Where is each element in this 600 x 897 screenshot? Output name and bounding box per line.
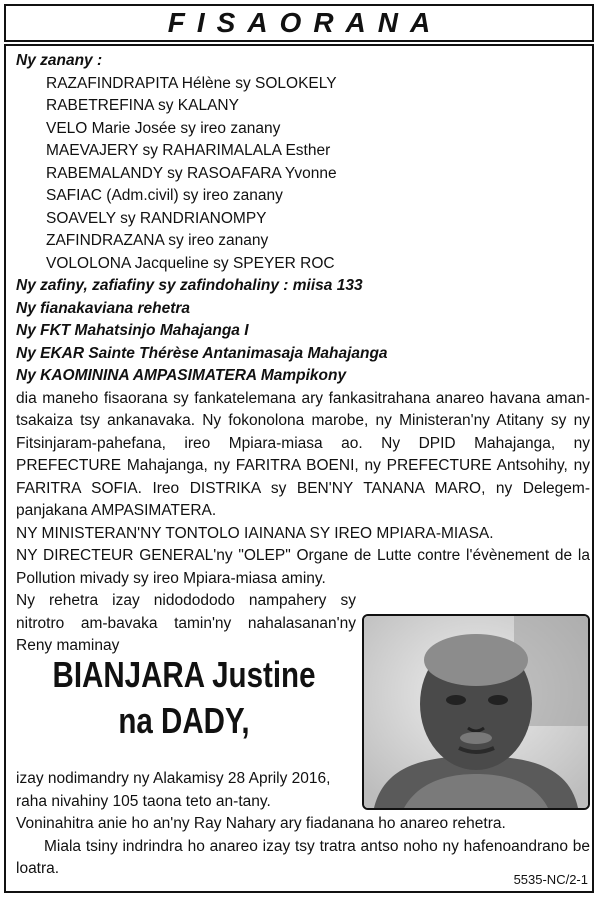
- death-date-line: izay nodimandry ny Alakamisy 28 Aprily 2016,: [16, 770, 331, 787]
- child-line: VELO Marie Josée sy ireo zanany: [46, 119, 281, 137]
- ministry-line: NY MINISTERAN'NY TONTOLO IAINANA SY IREO MPIARA-MIASA.: [16, 524, 494, 542]
- family-line: Ny zafiny, zafiafiny sy zafindohaliny : miisa 133: [16, 277, 363, 294]
- child-line: RABEMALANDY sy RASOAFARA Yvonne: [46, 164, 337, 182]
- child-line: ZAFINDRAZANA sy ireo zanany: [46, 232, 269, 249]
- child-line: SAFIAC (Adm.civil) sy ireo zanany: [46, 187, 283, 204]
- child-line: MAEVAJERY sy RAHARIMALALA Esther: [46, 142, 331, 159]
- child-line: SOAVELY sy RANDRIANOMPY: [46, 209, 267, 227]
- deceased-alias: na DADY,: [118, 700, 250, 741]
- child-line: VOLOLONA Jacqueline sy SPEYER ROC: [46, 254, 335, 272]
- deceased-name: BIANJARA Justine: [52, 654, 316, 695]
- reference-code: 5535-NC/2-1: [513, 872, 588, 887]
- notice-title: FISAORANA: [167, 7, 443, 38]
- olep-paragraph: NY DIRECTEUR GENERAL'ny "OLEP" Organe de Lutte contre l'évènement de la Pollution mivady sy ireo Mpiara-miasa aminy.: [16, 547, 590, 587]
- family-line: Ny KAOMININA AMPASIMATERA Mampikony: [16, 367, 347, 384]
- notice-body: [16, 50, 590, 658]
- title-bar: [4, 4, 594, 42]
- family-line: Ny fianakaviana rehetra: [16, 299, 191, 317]
- children-heading: Ny zanany :: [16, 52, 103, 69]
- family-line: Ny EKAR Sainte Thérèse Antanimasaja Mahajanga: [16, 344, 388, 362]
- blessing-line: Voninahitra anie ho an'ny Ray Nahary ary fiadanana ho anareo rehetra.: [16, 815, 506, 832]
- closing-block: [16, 768, 590, 881]
- deceased-name-block: [45, 652, 324, 744]
- all-support-paragraph: Ny rehetra izay nidodododo nampahery sy nitrotro am-bavaka tamin'ny nahalasanan'ny Reny maminay: [16, 592, 356, 654]
- age-line: raha nivahiny 105 taona teto an-tany.: [16, 792, 271, 810]
- apology-line: Miala tsiny indrindra ho anareo izay tsy tratra antso noho ny hafenoandrano be loatra.: [16, 837, 590, 877]
- thanks-paragraph: dia maneho fisaorana sy fankatelemana ary fankasitrahana anareo havana aman-tsakaiza tsy ankanavaka. Ny fokonolona marobe, ny Ministeran'ny Atitany sy ny Fitsinjaram-pahefana, ireo Mpiara-miasa ao. Ny DPID Mahajanga, ny PREFECTURE Mahajanga, ny FARITRA BOENI, ny PREFECTURE Antsohihy, ny FARITRA SOFIA. Ireo DISTRIKA sy BEN'NY TANANA MARO, ny Delegem-panjakana AMPASIMATERA.: [16, 389, 590, 519]
- child-line: RAZAFINDRAPITA Hélène sy SOLOKELY: [46, 74, 337, 92]
- family-line: Ny FKT Mahatsinjo Mahajanga I: [16, 322, 249, 339]
- child-line: RABETREFINA sy KALANY: [46, 97, 239, 114]
